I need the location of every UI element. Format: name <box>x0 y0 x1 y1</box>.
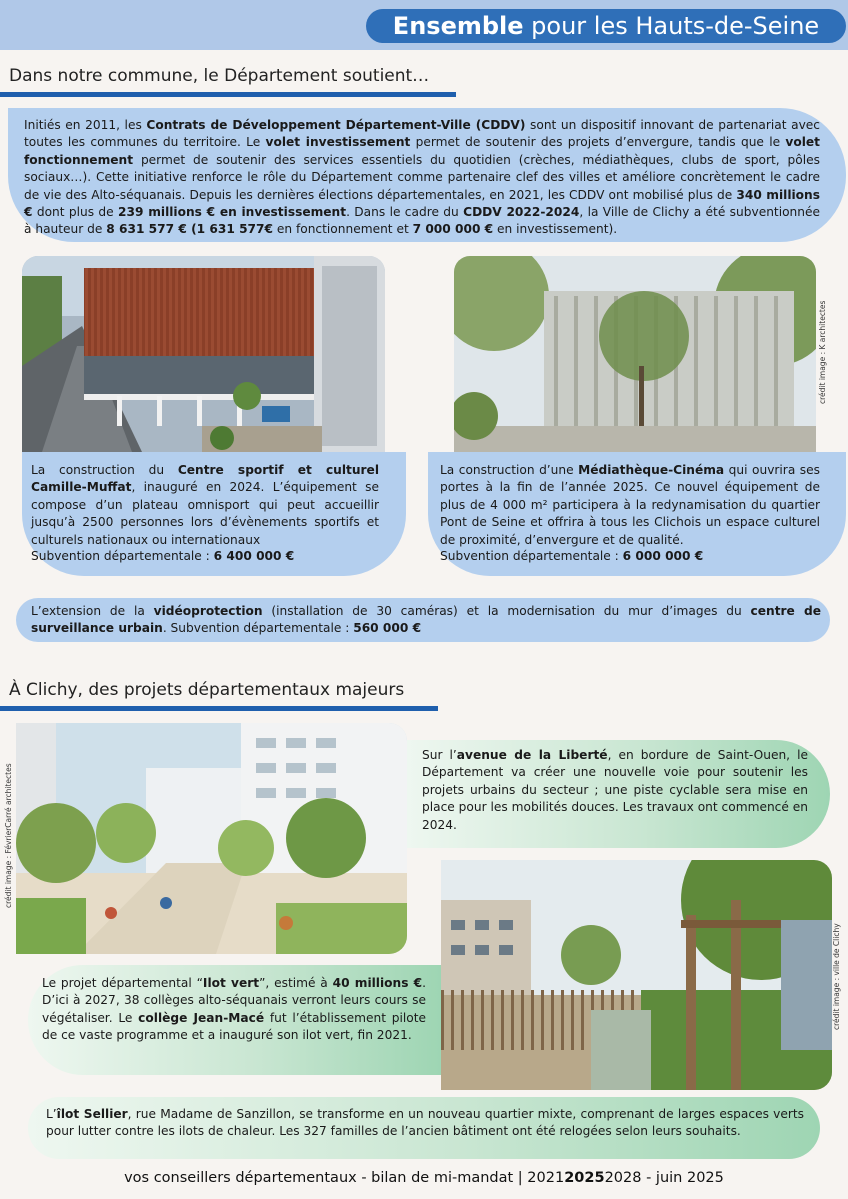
card-ilot-text: Le projet départemental “Ilot vert”, estimé à 40 millions €. D’ici à 2027, 38 collèges alto-séquanais verront leurs cours se végétaliser. Le collège Jean-Macé fut l’établissement pilote de ce vaste programme et a inauguré son ilot vert, fin 2021. <box>42 976 427 1043</box>
card-sports-text: La construction du Centre sportif et culturel Camille-Muffat, inauguré en 2024. L’équipement se compose d’un plateau omnisport qui peut accueillir jusqu’à 2500 personnes lors d’évènements sportifs et culturels nationaux ou internationaux <box>31 463 379 547</box>
section-rule <box>0 92 456 97</box>
card-mediatheque-subvention: Subvention départementale : 6 000 000 € <box>440 549 704 563</box>
section-title-clichy: À Clichy, des projets départementaux majeurs <box>9 680 405 700</box>
card-liberte-text: Sur l’avenue de la Liberté, en bordure de Saint-Ouen, le Département va créer une nouvelle voie pour soutenir les projets urbains du secteur ; une piste cyclable sera mise en place pour les mobilités douces. Les travaux ont commencé en 2024. <box>422 748 808 832</box>
photo-sports-center <box>22 256 385 452</box>
section-title-commune: Dans notre commune, le Département soutient… <box>9 66 430 86</box>
footer: vos conseillers départementaux - bilan de mi-mandat | 202120252028 - juin 2025 <box>124 1170 724 1186</box>
card-sellier-text: L’îlot Sellier, rue Madame de Sanzillon, se transforme en un nouveau quartier mixte, comprenant de larges espaces verts pour lutter contre les ilots de chaleur. Les 327 familles de l’ancien bâtiment ont été relogées selon leurs souhaits. <box>46 1107 804 1139</box>
card-video-text: L’extension de la vidéoprotection (installation de 30 caméras) et la modernisation du mur d’images du centre de surveillance urbain. Subvention départementale : 560 000 € <box>31 604 821 636</box>
photo-ilot-vert <box>441 860 832 1090</box>
credit-ilot: crédit image : ville de Clichy <box>832 923 841 1030</box>
card-sports-subvention: Subvention départementale : 6 400 000 € <box>31 549 295 563</box>
photo-mediatheque <box>454 256 816 452</box>
card-mediatheque-text: La construction d’une Médiathèque-Cinéma qui ouvrira ses portes à la fin de l’année 2025. Ce nouvel équipement de plus de 4 000 m² participera à la redynamisation du quartier Pont de Seine et offrira à tous les Clichois un espace culturel de proximité, d’envergure et de qualité. <box>440 463 820 547</box>
intro-text: Initiés en 2011, les Contrats de Développement Département-Ville (CDDV) sont un dispositif innovant de partenariat avec toutes les communes du territoire. Le volet investissement permet de soutenir des projets d’envergure, tandis que le volet fonctionnement permet de soutenir des services essentiels du quotidien (crèches, médiathèques, clubs de sport, pôles sociaux…). Cette initiative renforce le rôle du Département comme partenaire clef des villes et améliore concrètement le cadre de vie des Alto-séquanais. Depuis les dernières élections départementales, en 2021, les CDDV ont mobilisé plus de 340 millions € dont plus de 239 millions € en investissement. Dans le cadre du CDDV 2022-2024, la Ville de Clichy a été subventionnée à hauteur de 8 631 577 € (1 631 577€ en fonctionnement et 7 000 000 € en investissement). <box>24 118 820 237</box>
photo-avenue-liberte <box>16 723 407 954</box>
section-rule <box>0 706 438 711</box>
credit-avenue: crédit image : FévrierCarré architectes <box>4 763 13 908</box>
page-title: Ensemble pour les Hauts-de-Seine <box>366 9 846 43</box>
credit-mediatheque: crédit image : K architectes <box>818 300 827 404</box>
